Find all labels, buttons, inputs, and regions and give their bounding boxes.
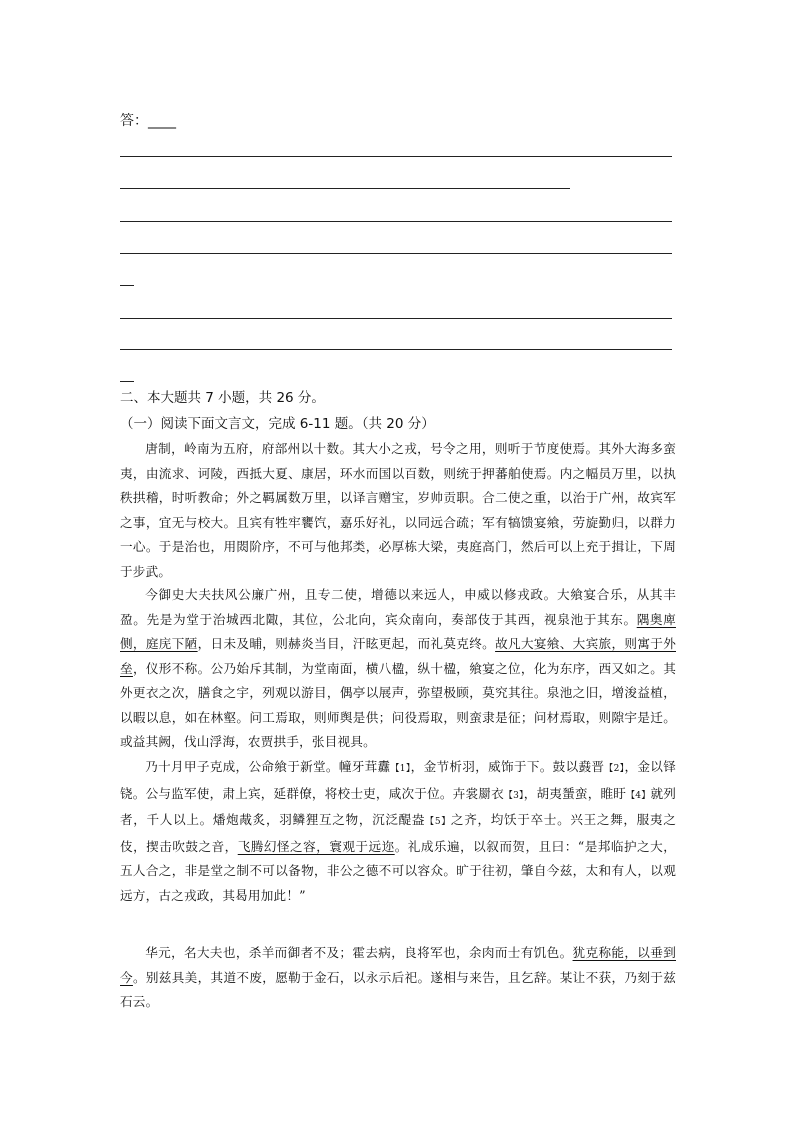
p3-text-a: 乃十月甲子克成，公命飨于新堂。幢牙茸纛: [145, 759, 391, 774]
passage-paragraph-2: [120, 583, 676, 755]
p4-text-a: 华元，名大夫也，杀羊而御者不及；霍去病，良将军也，余肉而士有饥色。: [145, 945, 573, 960]
answer-line-6[interactable]: [120, 349, 672, 350]
p3-text-g: 。礼成乐遍，以叙而贺，且曰：“是邦临护之大，五人合之，非是堂之制不可以备物，非公之德不可以容众。旷于往初，肇自今兹，太和有人，以观远方，古之戎政，其曷用加此！”: [120, 838, 676, 903]
p2-underlined-1: 隅奥庳侧，庭庑下陋: [120, 611, 676, 651]
p2-underlined-2: 故凡大宴飨、大宾旅，则寓于外垒: [120, 636, 676, 676]
note-marker-3: 【3】: [503, 790, 524, 801]
p3-text-c: ，金以铎铙。公与监军使，肃上宾，延群僚，将校士吏，咸次于位。卉裳罽衣: [120, 759, 677, 801]
p2-text-c: ，仪形不称。公乃始斥其制，为堂南面，横八楹，纵十楹，飨宴之位，化为东序，西又如之。其外更衣之次，膳食之宇，列观以游目，偶亭以展声，弥望极顾，莫究其往。泉池之旧，增浚益植，以暇以息，如在林壑。问工焉取，则师舆是供；问役焉取，则蛮隶是征；问材焉取，则隙宇是迁。或益其阙，伐山浮海，农贾拱手，张目视具。: [120, 660, 676, 749]
answer-dash-2: [120, 381, 134, 382]
p3-underlined: 飞腾幻怪之容，寰观于远迩: [237, 838, 395, 854]
p3-text-f: 之齐，均饫于卒士。兴王之舞，服夷之伎，揳击吹鼓之音，: [120, 812, 676, 854]
passage-paragraph-1: 唐制，岭南为五府，府部州以十数。其大小之戎，号令之用，则听于节度使焉。其外大海多蛮夷，由流求、诃陵，西抵大夏、康居，环水而国以百数，则统于押蕃舶使焉。内之幅员万里，以执秩拱稽，时听教命；外之羁属数万里，以译言赠宝，岁帅贡职。合二使之重，以治于广州，故宾军之事，宜无与校大。且宾有牲牢饔饩，嘉乐好礼，以同远合疏；军有犒馈宴飨，劳旋勤归，以群力一心。于是治也，用閦阶序，不可与他邦类，必厚栋大梁，夷庭高门，然后可以上充于揖让，下周于步武。: [120, 441, 676, 579]
section-subheading: （一）阅读下面文言文，完成 6-11 题。（共 20 分）: [120, 416, 435, 432]
answer-dash-1: [120, 285, 134, 286]
note-marker-2: 【2】: [604, 764, 625, 774]
p4-text-b: 。别兹具美，其道不废，愿勒于金石，以永示后祀。遂相与来告，且乞辞。某让不获，乃刻于兹石云。: [120, 969, 676, 1009]
answer-line-3[interactable]: [120, 221, 672, 222]
p3-text-d: ，胡夷蜑蛮，睢盱: [523, 785, 627, 801]
p4-underlined: 犹克称能，以垂到今: [120, 945, 676, 985]
p3-text-b: ，金节析羽，威饰于下。鼓以鼖晋: [410, 759, 605, 774]
passage-paragraph-4: [120, 941, 676, 1015]
note-marker-1: 【1】: [390, 764, 411, 774]
answer-line-5[interactable]: [120, 318, 672, 319]
answer-label: 答：____: [120, 113, 176, 129]
note-marker-5: 【5】: [425, 817, 451, 827]
answer-line-4[interactable]: [120, 253, 672, 254]
p2-text-a: 今御史大夫扶风公廉广州，且专二使，增德以来远人，申威以修戎政。大飨宴合乐，从其丰盈。先是为堂于治城西北陬，其位，公北向，宾众南向，奏部伎于其西，视泉池于其东。: [120, 587, 676, 627]
answer-line-1[interactable]: [120, 156, 672, 157]
p3-text-e: 就列者，千人以上。燔炮胾炙，羽鳞狸互之物，沉泛醍盎: [120, 785, 677, 827]
p2-text-b: ，日未及晡，则赫炎当目，汗眩更起，而礼莫克终。: [197, 636, 496, 651]
section-heading: 二、本大题共 7 小题，共 26 分。: [120, 390, 325, 406]
passage-paragraph-3: [120, 755, 676, 908]
answer-line-2[interactable]: [120, 188, 570, 189]
note-marker-4: 【4】: [626, 790, 651, 801]
